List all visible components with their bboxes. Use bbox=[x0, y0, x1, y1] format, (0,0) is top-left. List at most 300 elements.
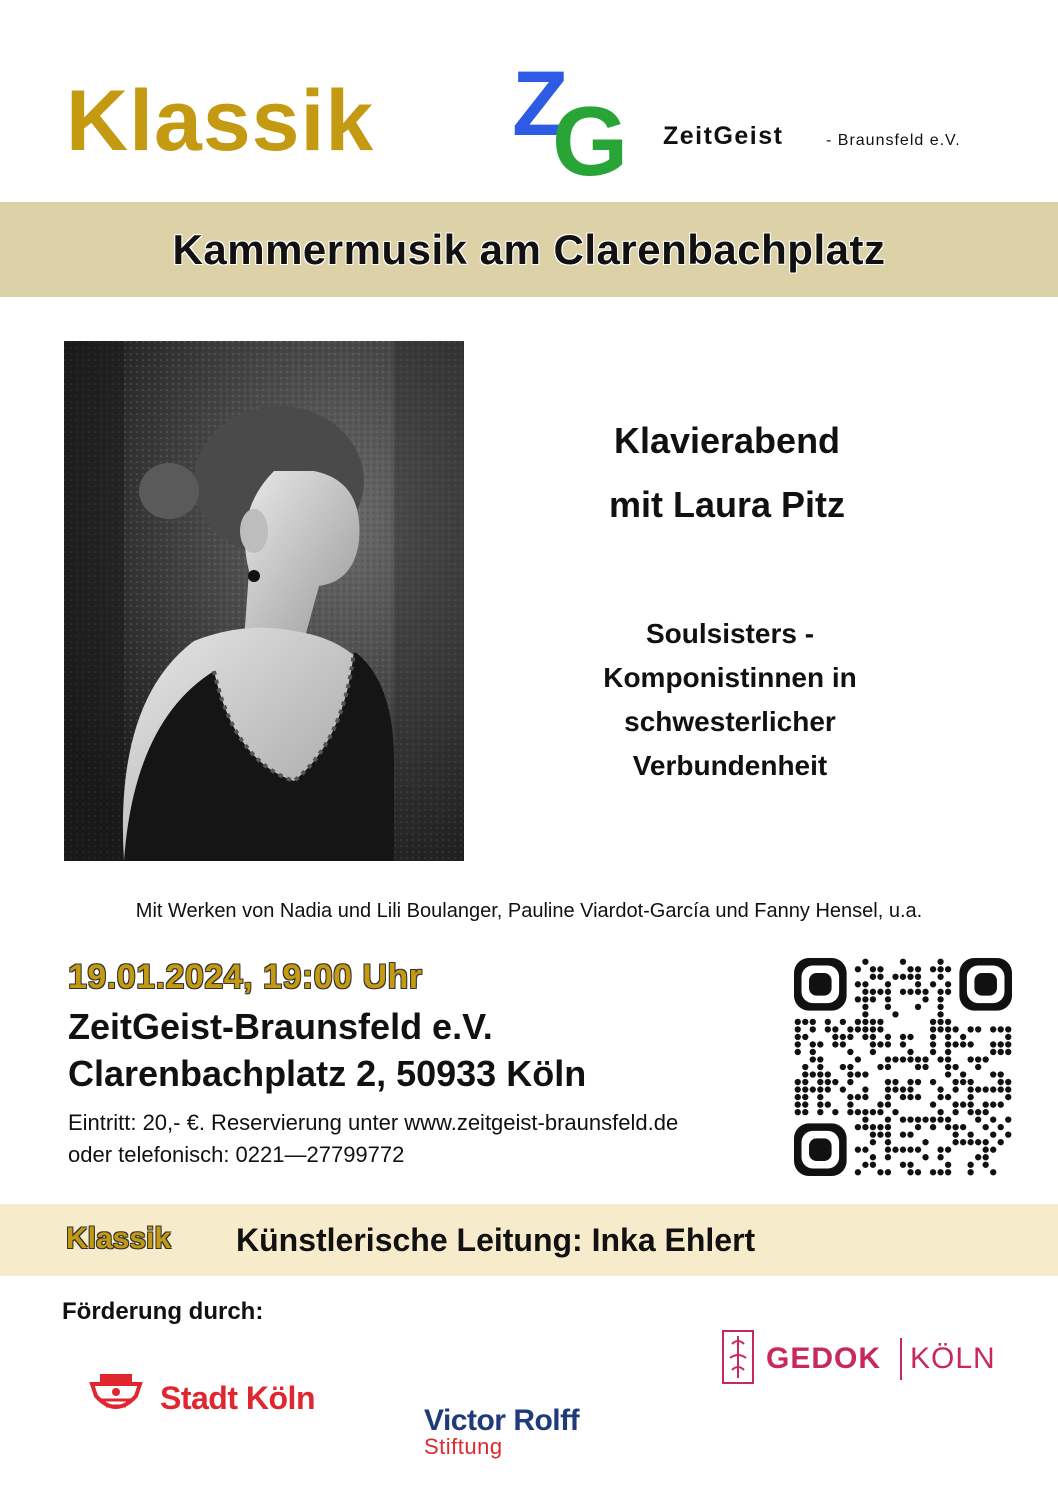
qr-module bbox=[990, 1049, 996, 1055]
artistic-direction: Künstlerische Leitung: Inka Ehlert bbox=[236, 1222, 756, 1258]
qr-module bbox=[998, 1079, 1004, 1085]
qr-module bbox=[967, 1101, 973, 1107]
band-title: Kammermusik am Clarenbachplatz bbox=[172, 226, 886, 273]
qr-module bbox=[922, 996, 928, 1002]
qr-module bbox=[870, 966, 876, 972]
qr-module bbox=[900, 1131, 906, 1137]
qr-module bbox=[937, 1026, 943, 1032]
qr-module bbox=[877, 966, 883, 972]
qr-module bbox=[930, 966, 936, 972]
qr-module bbox=[945, 1147, 951, 1153]
qr-module bbox=[885, 1041, 891, 1047]
qr-module bbox=[810, 1071, 816, 1077]
qr-module bbox=[1005, 1041, 1011, 1047]
qr-module bbox=[937, 996, 943, 1002]
qr-module bbox=[945, 1056, 951, 1062]
qr-module bbox=[885, 1147, 891, 1153]
qr-module bbox=[825, 1071, 831, 1077]
qr-module bbox=[847, 1064, 853, 1070]
qr-module bbox=[795, 1079, 801, 1085]
qr-module bbox=[907, 1169, 913, 1175]
qr-module bbox=[998, 1026, 1004, 1032]
qr-module bbox=[855, 981, 861, 987]
qr-module bbox=[930, 1041, 936, 1047]
qr-module bbox=[862, 981, 868, 987]
qr-module bbox=[900, 1094, 906, 1100]
qr-module bbox=[870, 1131, 876, 1137]
qr-module bbox=[877, 1019, 883, 1025]
qr-module bbox=[960, 1124, 966, 1130]
qr-code-graphic bbox=[794, 958, 1012, 1176]
qr-module bbox=[915, 1094, 921, 1100]
event-title: Klavierabend bbox=[613, 420, 841, 461]
qr-module bbox=[892, 1109, 898, 1115]
qr-module bbox=[975, 1056, 981, 1062]
qr-module bbox=[862, 1011, 868, 1017]
qr-module bbox=[885, 1101, 891, 1107]
qr-module bbox=[862, 1071, 868, 1077]
qr-module bbox=[998, 1071, 1004, 1077]
qr-module bbox=[870, 1019, 876, 1025]
gedok-logo-icon bbox=[722, 1330, 754, 1384]
qr-module bbox=[922, 1116, 928, 1122]
qr-module bbox=[915, 1004, 921, 1010]
qr-module bbox=[998, 1049, 1004, 1055]
qr-module bbox=[877, 1101, 883, 1107]
qr-module bbox=[862, 1086, 868, 1092]
qr-module bbox=[960, 1139, 966, 1145]
subtitle-line: Verbundenheit bbox=[632, 750, 828, 781]
qr-module bbox=[915, 1169, 921, 1175]
qr-module bbox=[862, 1124, 868, 1130]
qr-module bbox=[930, 1049, 936, 1055]
qr-module bbox=[907, 1086, 913, 1092]
qr-module bbox=[983, 1162, 989, 1168]
qr-module bbox=[832, 1109, 838, 1115]
qr-module bbox=[983, 1101, 989, 1107]
qr-module bbox=[937, 974, 943, 980]
phone-info: oder telefonisch: 0221—27799772 bbox=[68, 1142, 405, 1167]
qr-module bbox=[907, 989, 913, 995]
qr-module bbox=[998, 1101, 1004, 1107]
qr-module bbox=[795, 1094, 801, 1100]
qr-module bbox=[885, 1056, 891, 1062]
qr-module bbox=[1005, 1116, 1011, 1122]
qr-module bbox=[930, 1101, 936, 1107]
qr-module bbox=[945, 1026, 951, 1032]
qr-module bbox=[885, 1116, 891, 1122]
qr-module bbox=[900, 1086, 906, 1092]
qr-module bbox=[975, 1086, 981, 1092]
qr-module bbox=[810, 1086, 816, 1092]
qr-module bbox=[930, 1169, 936, 1175]
qr-module bbox=[952, 1086, 958, 1092]
qr-module bbox=[832, 1041, 838, 1047]
qr-module bbox=[952, 1079, 958, 1085]
qr-module bbox=[795, 1101, 801, 1107]
qr-module bbox=[990, 1116, 996, 1122]
qr-module bbox=[922, 1056, 928, 1062]
qr-module bbox=[847, 1026, 853, 1032]
qr-module bbox=[945, 1116, 951, 1122]
qr-module bbox=[907, 1147, 913, 1153]
qr-module bbox=[952, 1109, 958, 1115]
qr-module bbox=[825, 1019, 831, 1025]
qr-module bbox=[870, 1041, 876, 1047]
qr-module bbox=[990, 1169, 996, 1175]
qr-module bbox=[877, 974, 883, 980]
qr-module bbox=[855, 1071, 861, 1077]
qr-module bbox=[930, 981, 936, 987]
qr-module bbox=[937, 1109, 943, 1115]
qr-module bbox=[817, 1109, 823, 1115]
qr-module bbox=[907, 1056, 913, 1062]
qr-module bbox=[937, 1086, 943, 1092]
qr-module bbox=[862, 996, 868, 1002]
qr-module bbox=[915, 1064, 921, 1070]
admission-info: Eintritt: 20,- €. Reservierung unter www.zeitgeist-braunsfeld.de bbox=[68, 1110, 679, 1135]
qr-module bbox=[945, 1162, 951, 1168]
qr-module bbox=[990, 1101, 996, 1107]
qr-module bbox=[862, 1094, 868, 1100]
qr-module bbox=[855, 966, 861, 972]
qr-module bbox=[802, 1079, 808, 1085]
qr-module bbox=[915, 966, 921, 972]
stadt-koeln-crest-icon bbox=[86, 1370, 146, 1422]
qr-module bbox=[900, 989, 906, 995]
qr-module bbox=[862, 1034, 868, 1040]
qr-module bbox=[862, 1019, 868, 1025]
qr-module bbox=[885, 1004, 891, 1010]
qr-module bbox=[847, 1079, 853, 1085]
qr-finder-core bbox=[809, 973, 832, 996]
qr-module bbox=[817, 1056, 823, 1062]
qr-module bbox=[900, 1034, 906, 1040]
qr-module bbox=[877, 1124, 883, 1130]
qr-module bbox=[847, 1034, 853, 1040]
qr-module bbox=[840, 1064, 846, 1070]
event-performer: mit Laura Pitz bbox=[608, 484, 846, 525]
qr-code-icon[interactable] bbox=[794, 958, 1012, 1176]
funding-label: Förderung durch: bbox=[62, 1298, 264, 1325]
qr-module bbox=[937, 1056, 943, 1062]
qr-module bbox=[840, 1034, 846, 1040]
qr-module bbox=[945, 1094, 951, 1100]
qr-module bbox=[945, 1064, 951, 1070]
qr-module bbox=[937, 1094, 943, 1100]
qr-module bbox=[892, 974, 898, 980]
qr-module bbox=[915, 1116, 921, 1122]
qr-module bbox=[877, 1131, 883, 1137]
qr-module bbox=[825, 1079, 831, 1085]
qr-module bbox=[900, 959, 906, 965]
sponsor-victor-rolff-sub: Stiftung bbox=[424, 1434, 503, 1459]
qr-module bbox=[967, 1162, 973, 1168]
qr-module bbox=[885, 1034, 891, 1040]
qr-module bbox=[945, 1041, 951, 1047]
qr-module bbox=[870, 1139, 876, 1145]
qr-module bbox=[960, 1071, 966, 1077]
qr-module bbox=[870, 1109, 876, 1115]
qr-module bbox=[802, 1064, 808, 1070]
qr-module bbox=[922, 1139, 928, 1145]
qr-module bbox=[855, 1019, 861, 1025]
qr-module bbox=[817, 1041, 823, 1047]
qr-module bbox=[930, 1079, 936, 1085]
qr-module bbox=[960, 1034, 966, 1040]
qr-module bbox=[795, 1049, 801, 1055]
event-subtitle bbox=[560, 612, 900, 788]
qr-module bbox=[937, 1004, 943, 1010]
qr-module bbox=[892, 1147, 898, 1153]
qr-module bbox=[862, 1147, 868, 1153]
qr-module bbox=[885, 989, 891, 995]
qr-module bbox=[810, 1056, 816, 1062]
qr-module bbox=[975, 1026, 981, 1032]
qr-finder-core bbox=[809, 1138, 832, 1161]
qr-module bbox=[885, 1086, 891, 1092]
qr-module bbox=[1005, 1049, 1011, 1055]
qr-module bbox=[990, 1026, 996, 1032]
qr-module bbox=[960, 1101, 966, 1107]
qr-module bbox=[877, 1041, 883, 1047]
qr-module bbox=[915, 981, 921, 987]
qr-module bbox=[937, 1154, 943, 1160]
sponsor-gedok-city: KÖLN bbox=[910, 1342, 996, 1375]
qr-module bbox=[937, 1116, 943, 1122]
qr-module bbox=[885, 1154, 891, 1160]
qr-module bbox=[802, 1101, 808, 1107]
qr-module bbox=[877, 1064, 883, 1070]
qr-module bbox=[998, 1139, 1004, 1145]
logo-letter-g: G bbox=[552, 86, 629, 196]
portrait-illustration bbox=[64, 341, 464, 861]
qr-module bbox=[862, 959, 868, 965]
qr-module bbox=[870, 989, 876, 995]
qr-module bbox=[802, 1109, 808, 1115]
qr-module bbox=[975, 1139, 981, 1145]
qr-module bbox=[952, 1101, 958, 1107]
qr-module bbox=[855, 1026, 861, 1032]
qr-module bbox=[870, 996, 876, 1002]
qr-module bbox=[802, 1034, 808, 1040]
qr-module bbox=[795, 1026, 801, 1032]
qr-module bbox=[885, 1079, 891, 1085]
qr-module bbox=[922, 1154, 928, 1160]
qr-module bbox=[998, 1086, 1004, 1092]
qr-module bbox=[907, 1034, 913, 1040]
qr-module bbox=[795, 1086, 801, 1092]
title-band bbox=[0, 202, 1058, 297]
qr-module bbox=[907, 1049, 913, 1055]
qr-module bbox=[975, 1154, 981, 1160]
qr-module bbox=[802, 1019, 808, 1025]
qr-module bbox=[885, 1131, 891, 1137]
qr-module bbox=[832, 1026, 838, 1032]
gedok-emblem-icon bbox=[724, 1332, 752, 1382]
qr-module bbox=[967, 1079, 973, 1085]
program-works: Mit Werken von Nadia und Lili Boulanger, Pauline Viardot-García und Fanny Hensel, u.a. bbox=[135, 900, 923, 922]
qr-module bbox=[967, 1026, 973, 1032]
qr-module bbox=[945, 1169, 951, 1175]
qr-module bbox=[907, 974, 913, 980]
qr-module bbox=[922, 1064, 928, 1070]
qr-module bbox=[795, 1034, 801, 1040]
subtitle-line: schwesterlicher bbox=[624, 706, 836, 737]
qr-module bbox=[795, 1041, 801, 1047]
qr-module bbox=[907, 1094, 913, 1100]
qr-module bbox=[952, 1026, 958, 1032]
qr-module bbox=[952, 1139, 958, 1145]
qr-module bbox=[870, 1026, 876, 1032]
qr-module bbox=[930, 1034, 936, 1040]
portrait-photo bbox=[64, 341, 464, 861]
qr-module bbox=[802, 1094, 808, 1100]
qr-module bbox=[847, 1094, 853, 1100]
qr-module bbox=[877, 1026, 883, 1032]
qr-module bbox=[937, 1011, 943, 1017]
qr-module bbox=[983, 1139, 989, 1145]
qr-module bbox=[810, 1041, 816, 1047]
qr-module bbox=[937, 989, 943, 995]
qr-module bbox=[967, 1041, 973, 1047]
qr-module bbox=[885, 1064, 891, 1070]
qr-finder-core bbox=[974, 973, 997, 996]
gedok-divider bbox=[900, 1338, 902, 1380]
qr-module bbox=[945, 1124, 951, 1130]
qr-module bbox=[870, 1162, 876, 1168]
qr-module bbox=[810, 1019, 816, 1025]
qr-module bbox=[900, 1056, 906, 1062]
qr-module bbox=[952, 1124, 958, 1130]
qr-module bbox=[983, 1154, 989, 1160]
qr-module bbox=[937, 1019, 943, 1025]
qr-module bbox=[907, 1131, 913, 1137]
qr-module bbox=[990, 1086, 996, 1092]
qr-module bbox=[945, 1034, 951, 1040]
qr-module bbox=[855, 1094, 861, 1100]
qr-module bbox=[990, 1131, 996, 1137]
qr-module bbox=[847, 1109, 853, 1115]
qr-module bbox=[952, 1041, 958, 1047]
band-klassik-label: Klassik bbox=[66, 1222, 172, 1255]
qr-module bbox=[967, 1086, 973, 1092]
qr-module bbox=[855, 1169, 861, 1175]
qr-module bbox=[915, 974, 921, 980]
qr-module bbox=[900, 1041, 906, 1047]
qr-module bbox=[870, 1034, 876, 1040]
qr-module bbox=[945, 1049, 951, 1055]
qr-module bbox=[937, 1147, 943, 1153]
qr-module bbox=[998, 1124, 1004, 1130]
qr-module bbox=[855, 996, 861, 1002]
qr-module bbox=[1005, 1086, 1011, 1092]
qr-module bbox=[1005, 1094, 1011, 1100]
qr-module bbox=[862, 1162, 868, 1168]
qr-module bbox=[907, 966, 913, 972]
qr-module bbox=[832, 1079, 838, 1085]
qr-module bbox=[885, 981, 891, 987]
qr-module bbox=[967, 1109, 973, 1115]
qr-module bbox=[870, 1154, 876, 1160]
qr-module bbox=[855, 1056, 861, 1062]
qr-module bbox=[900, 1116, 906, 1122]
qr-module bbox=[855, 1124, 861, 1130]
qr-module bbox=[825, 1026, 831, 1032]
qr-module bbox=[937, 959, 943, 965]
qr-module bbox=[817, 1071, 823, 1077]
qr-module bbox=[998, 1041, 1004, 1047]
qr-module bbox=[907, 1079, 913, 1085]
qr-module bbox=[870, 974, 876, 980]
qr-module bbox=[907, 1162, 913, 1168]
qr-module bbox=[990, 1041, 996, 1047]
qr-module bbox=[892, 1086, 898, 1092]
qr-module bbox=[817, 1094, 823, 1100]
qr-module bbox=[937, 1169, 943, 1175]
qr-module bbox=[967, 1131, 973, 1137]
qr-module bbox=[877, 989, 883, 995]
qr-module bbox=[983, 1056, 989, 1062]
qr-module bbox=[975, 1109, 981, 1115]
qr-module bbox=[900, 1147, 906, 1153]
qr-module bbox=[930, 1124, 936, 1130]
qr-module bbox=[877, 1109, 883, 1115]
qr-module bbox=[967, 1056, 973, 1062]
qr-module bbox=[817, 1079, 823, 1085]
qr-module bbox=[855, 1147, 861, 1153]
sponsor-victor-rolff: Victor Rolff bbox=[424, 1404, 580, 1437]
sponsor-gedok: GEDOK bbox=[766, 1342, 882, 1375]
qr-module bbox=[1005, 1131, 1011, 1137]
qr-module bbox=[930, 1026, 936, 1032]
qr-module bbox=[825, 1086, 831, 1092]
qr-module bbox=[847, 1071, 853, 1077]
logo-name: ZeitGeist bbox=[663, 122, 784, 150]
qr-module bbox=[825, 1101, 831, 1107]
qr-module bbox=[915, 1147, 921, 1153]
qr-module bbox=[885, 1169, 891, 1175]
subtitle-line: Soulsisters - bbox=[645, 618, 815, 649]
qr-module bbox=[1005, 1026, 1011, 1032]
qr-module bbox=[817, 1064, 823, 1070]
qr-module bbox=[795, 1019, 801, 1025]
page-title: Klassik bbox=[66, 73, 375, 169]
qr-module bbox=[892, 1056, 898, 1062]
qr-module bbox=[967, 1169, 973, 1175]
qr-module bbox=[847, 1049, 853, 1055]
qr-module bbox=[983, 1109, 989, 1115]
qr-module bbox=[975, 1064, 981, 1070]
qr-module bbox=[877, 1169, 883, 1175]
qr-module bbox=[840, 1019, 846, 1025]
qr-module bbox=[892, 1011, 898, 1017]
qr-module bbox=[810, 1026, 816, 1032]
qr-module bbox=[975, 1116, 981, 1122]
qr-module bbox=[930, 1116, 936, 1122]
qr-module bbox=[922, 989, 928, 995]
qr-module bbox=[915, 989, 921, 995]
qr-module bbox=[840, 1041, 846, 1047]
logo-suffix: - Braunsfeld e.V. bbox=[826, 132, 961, 149]
qr-module bbox=[900, 1162, 906, 1168]
qr-module bbox=[945, 981, 951, 987]
logo-letter-z: Z bbox=[512, 53, 569, 155]
qr-module bbox=[1005, 1079, 1011, 1085]
qr-module bbox=[915, 1079, 921, 1085]
qr-module bbox=[945, 989, 951, 995]
qr-module bbox=[795, 1109, 801, 1115]
